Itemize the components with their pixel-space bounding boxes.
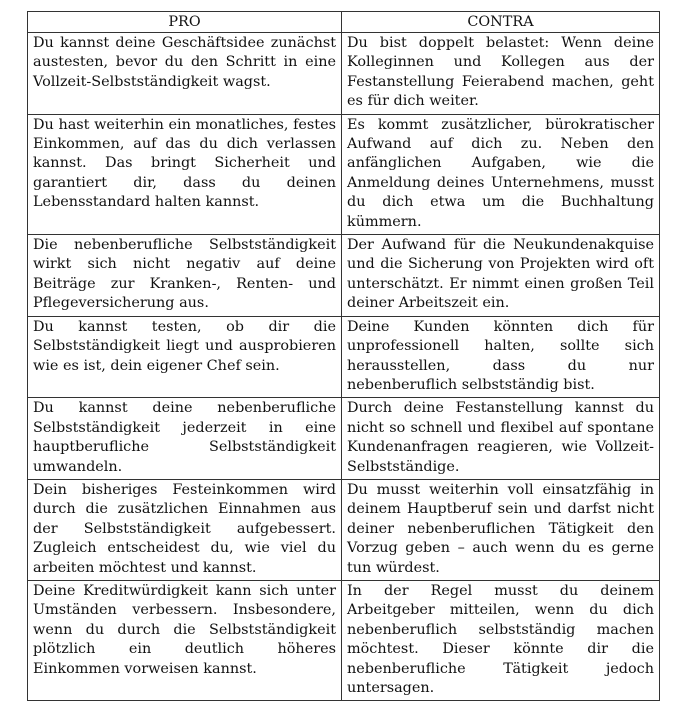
table-row	[28, 316, 660, 398]
contra-cell: Du bist doppelt belastet: Wenn deine Kolleginnen und Kollegen aus der Festanstellung Feierabend machen, geht es für dich weiter.	[342, 33, 660, 115]
contra-cell: Du musst weiterhin voll einsatzfähig in deinem Hauptberuf sein und darfst nicht deiner nebenberuflichen Tätigkeit den Vorzug geben – auch wenn du es gerne tun würdest.	[342, 479, 660, 580]
pro-cell: Deine Kreditwürdigkeit kann sich unter Umständen verbessern. Insbesondere, wenn du durch die Selbstständigkeit plötzlich ein deutlich höheres Einkommen vorweisen kannst.	[28, 580, 342, 700]
contra-cell: Durch deine Festanstellung kannst du nicht so schnell und flexibel auf spontane Kundenanfragen reagieren, wie Vollzeit-Selbstständige.	[342, 398, 660, 480]
table-row	[28, 580, 660, 700]
contra-cell: Es kommt zusätzlicher, bürokratischer Aufwand auf dich zu. Neben den anfänglichen Aufgaben, wie die Anmeldung deines Unternehmens, musst du dich etwa um die Buchhaltung kümmern.	[342, 114, 660, 234]
table-row	[28, 114, 660, 234]
pro-cell: Du kannst testen, ob dir die Selbstständigkeit liegt und ausprobieren wie es ist, dein eigener Chef sein.	[28, 316, 342, 398]
pro-cell: Die nebenberufliche Selbstständigkeit wirkt sich nicht negativ auf deine Beiträge zur Kranken-, Renten- und Pflegeversicherung aus.	[28, 235, 342, 317]
table-row	[28, 398, 660, 480]
contra-cell: In der Regel musst du deinem Arbeitgeber mitteilen, wenn du dich nebenberuflich selbstständig machen möchtest. Dieser könnte dir die nebenberufliche Tätigkeit jedoch untersagen.	[342, 580, 660, 700]
contra-cell: Der Aufwand für die Neukundenakquise und die Sicherung von Projekten wird oft unterschätzt. Er nimmt einen großen Teil deiner Arbeitszeit ein.	[342, 235, 660, 317]
pro-cell: Du kannst deine nebenberufliche Selbstständigkeit jederzeit in eine hauptberufliche Selbstständigkeit umwandeln.	[28, 398, 342, 480]
table-row	[28, 33, 660, 115]
table-row	[28, 479, 660, 580]
pro-cell: Dein bisheriges Festeinkommen wird durch die zusätzlichen Einnahmen aus der Selbstständigkeit aufgebessert. Zugleich entscheidest du, wie viel du arbeiten möchtest und kannst.	[28, 479, 342, 580]
pro-contra-table	[27, 11, 660, 701]
pro-cell: Du kannst deine Geschäftsidee zunächst austesten, bevor du den Schritt in eine Vollzeit-Selbstständigkeit wagst.	[28, 33, 342, 115]
header-row	[28, 12, 660, 33]
contra-header: CONTRA	[342, 12, 660, 33]
pro-header: PRO	[28, 12, 342, 33]
pro-cell: Du hast weiterhin ein monatliches, festes Einkommen, auf das du dich verlassen kannst. Das bringt Sicherheit und garantiert dir, dass du deinen Lebensstandard halten kannst.	[28, 114, 342, 234]
table-row	[28, 235, 660, 317]
contra-cell: Deine Kunden könnten dich für unprofessionell halten, sollte sich herausstellen, dass du nur nebenberuflich selbstständig bist.	[342, 316, 660, 398]
